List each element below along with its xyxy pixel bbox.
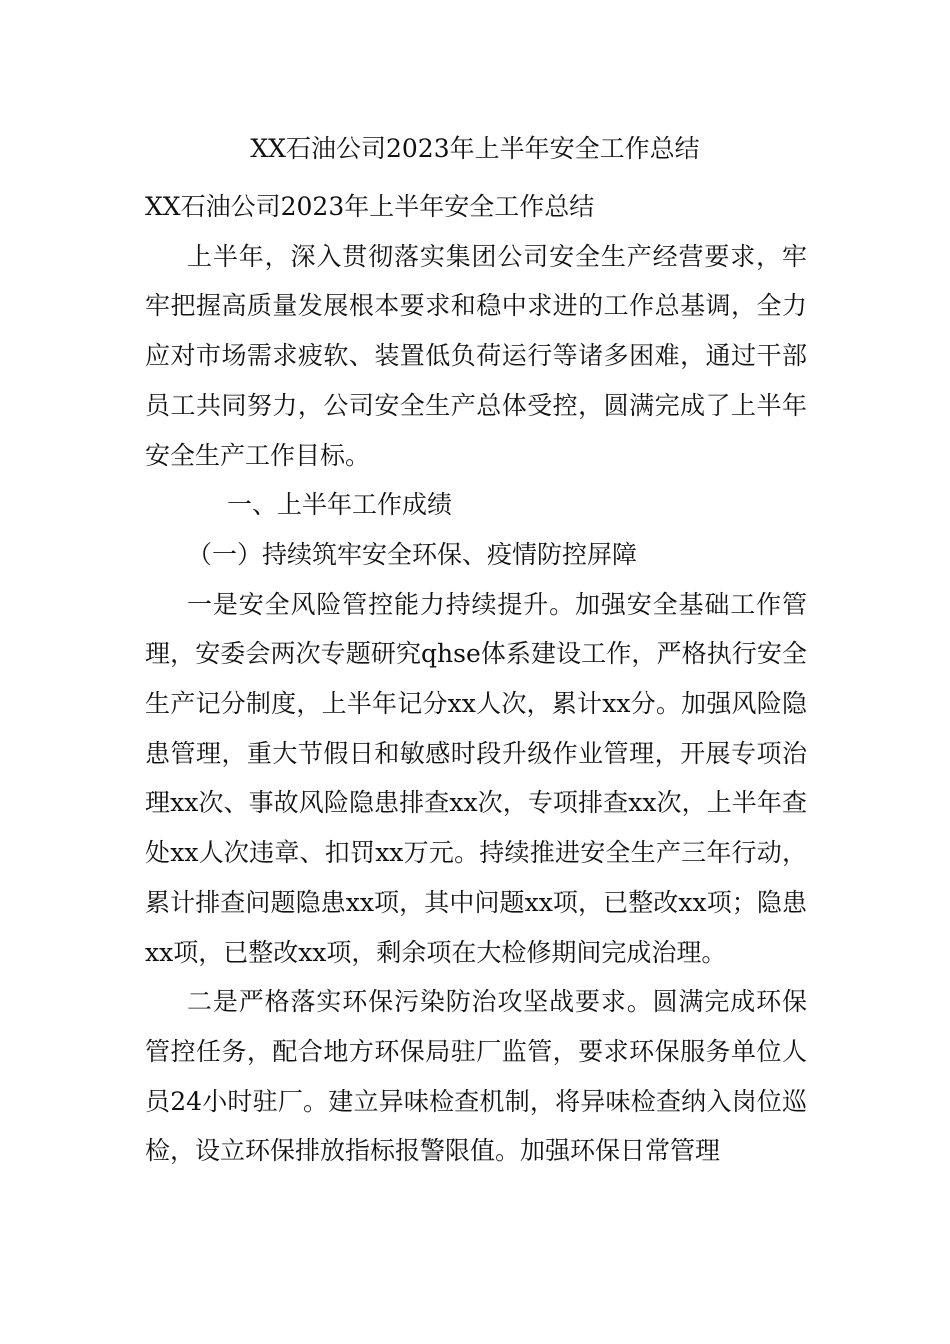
document-subtitle: XX石油公司2023年上半年安全工作总结 xyxy=(145,192,595,221)
subsection-heading-safety-barrier: （一）持续筑牢安全环保、疫情防控屏障 xyxy=(187,539,638,569)
document-title: XX石油公司2023年上半年安全工作总结 xyxy=(250,134,700,163)
section-heading-achievements: 一、上半年工作成绩 xyxy=(227,490,453,520)
document-body xyxy=(145,182,807,1176)
paragraph-environmental-protection: 二是严格落实环保污染防治攻坚战要求。圆满完成环保管控任务，配合地方环保局驻厂监管，要求环保服务单位人员24小时驻厂。建立异味检查机制，将异味检查纳入岗位巡检，设立环保排放指标报警限值。加强环保日常管理 xyxy=(145,987,807,1166)
paragraph-risk-control: 一是安全风险管控能力持续提升。加强安全基础工作管理，安委会两次专题研究qhse体系建设工作，严格执行安全生产记分制度，上半年记分xx人次，累计xx分。加强风险隐患管理，重大节假日和敏感时段升级作业管理，开展专项治理xx次、事故风险隐患排查xx次，专项排查xx次，上半年查处xx人次违章、扣罚xx万元。持续推进安全生产三年行动，累计排查问题隐患xx项，其中问题xx项，已整改xx项；隐患xx项，已整改xx项，剩余项在大检修期间完成治理。 xyxy=(145,589,807,967)
intro-paragraph: 上半年，深入贯彻落实集团公司安全生产经营要求，牢牢把握高质量发展根本要求和稳中求进的工作总基调，全力应对市场需求疲软、装置低负荷运行等诸多困难，通过干部员工共同努力，公司安全生产总体受控，圆满完成了上半年安全生产工作目标。 xyxy=(145,241,807,470)
